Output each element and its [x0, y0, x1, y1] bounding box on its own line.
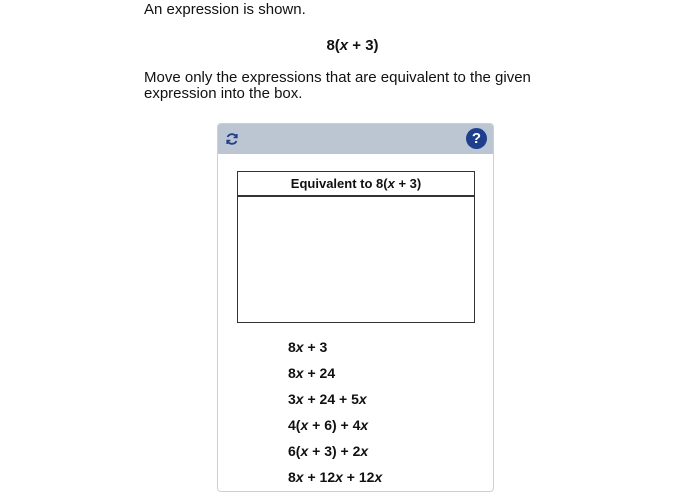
drop-zone-header: Equivalent to 8(x + 3)	[237, 171, 475, 197]
reset-icon[interactable]	[223, 130, 241, 148]
panel-toolbar	[218, 124, 493, 154]
choice-tile[interactable]: 4(x + 6) + 4x	[288, 417, 369, 433]
drag-drop-panel	[217, 123, 494, 492]
instructions-text: Move only the expressions that are equivalent to the given expression into the box.	[144, 69, 531, 102]
choice-tile[interactable]: 8x + 24	[288, 365, 336, 381]
choice-tile[interactable]: 3x + 24 + 5x	[288, 391, 367, 407]
drop-zone[interactable]	[237, 195, 475, 323]
choice-tile[interactable]: 6(x + 3) + 2x	[288, 443, 369, 459]
choice-list	[288, 334, 438, 490]
given-expression: 8(x + 3)	[326, 37, 379, 54]
help-button[interactable]: ?	[466, 128, 487, 149]
choice-tile[interactable]: 8x + 12x + 12x	[288, 469, 383, 485]
intro-text: An expression is shown.	[144, 1, 306, 18]
choice-tile[interactable]: 8x + 3	[288, 339, 328, 355]
